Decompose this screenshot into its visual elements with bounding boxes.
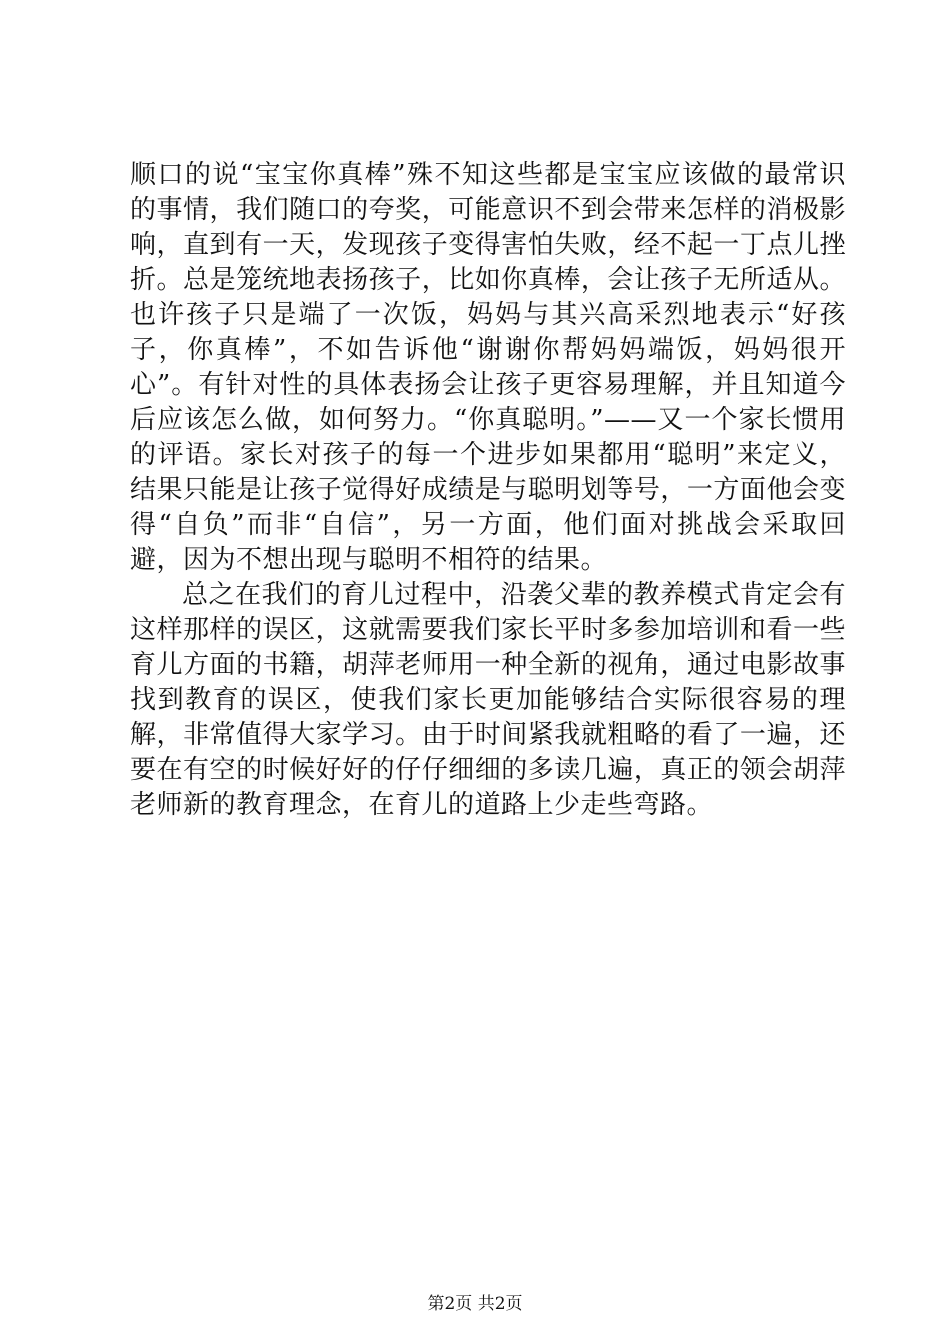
paragraph-conclusion: 总之在我们的育儿过程中，沿袭父辈的教养模式肯定会有这样那样的误区，这就需要我们家长平时多参加培训和看一些育儿方面的书籍，胡萍老师用一种全新的视角，通过电影故事找到教育的误区，使我们家长更加能够结合实际很容易的理解，非常值得大家学习。由于时间紧我就粗略的看了一遍，还要在有空的时候好好的仔仔细细的多读几遍，真正的领会胡萍老师新的教育理念，在育儿的道路上少走些弯路。 bbox=[130, 580, 846, 820]
paragraph-continued: 顺口的说“宝宝你真棒”殊不知这些都是宝宝应该做的最常识的事情，我们随口的夸奖，可能意识不到会带来怎样的消极影响，直到有一天，发现孩子变得害怕失败，经不起一丁点儿挫折。总是笼统地表扬孩子，比如你真棒，会让孩子无所适从。也许孩子只是端了一次饭，妈妈与其兴高采烈地表示“好孩子，你真棒”，不如告诉他“谢谢你帮妈妈端饭，妈妈很开心”。有针对性的具体表扬会让孩子更容易理解，并且知道今后应该怎么做，如何努力。“你真聪明。”——又一个家长惯用的评语。家长对孩子的每一个进步如果都用“聪明”来定义，结果只能是让孩子觉得好成绩是与聪明划等号，一方面他会变得“自负”而非“自信”，另一方面，他们面对挑战会采取回避，因为不想出现与聪明不相符的结果。 bbox=[130, 160, 846, 575]
page-number-label: 第2页 共2页 bbox=[427, 1294, 523, 1314]
page-footer bbox=[0, 1294, 950, 1314]
document-body bbox=[130, 158, 846, 823]
